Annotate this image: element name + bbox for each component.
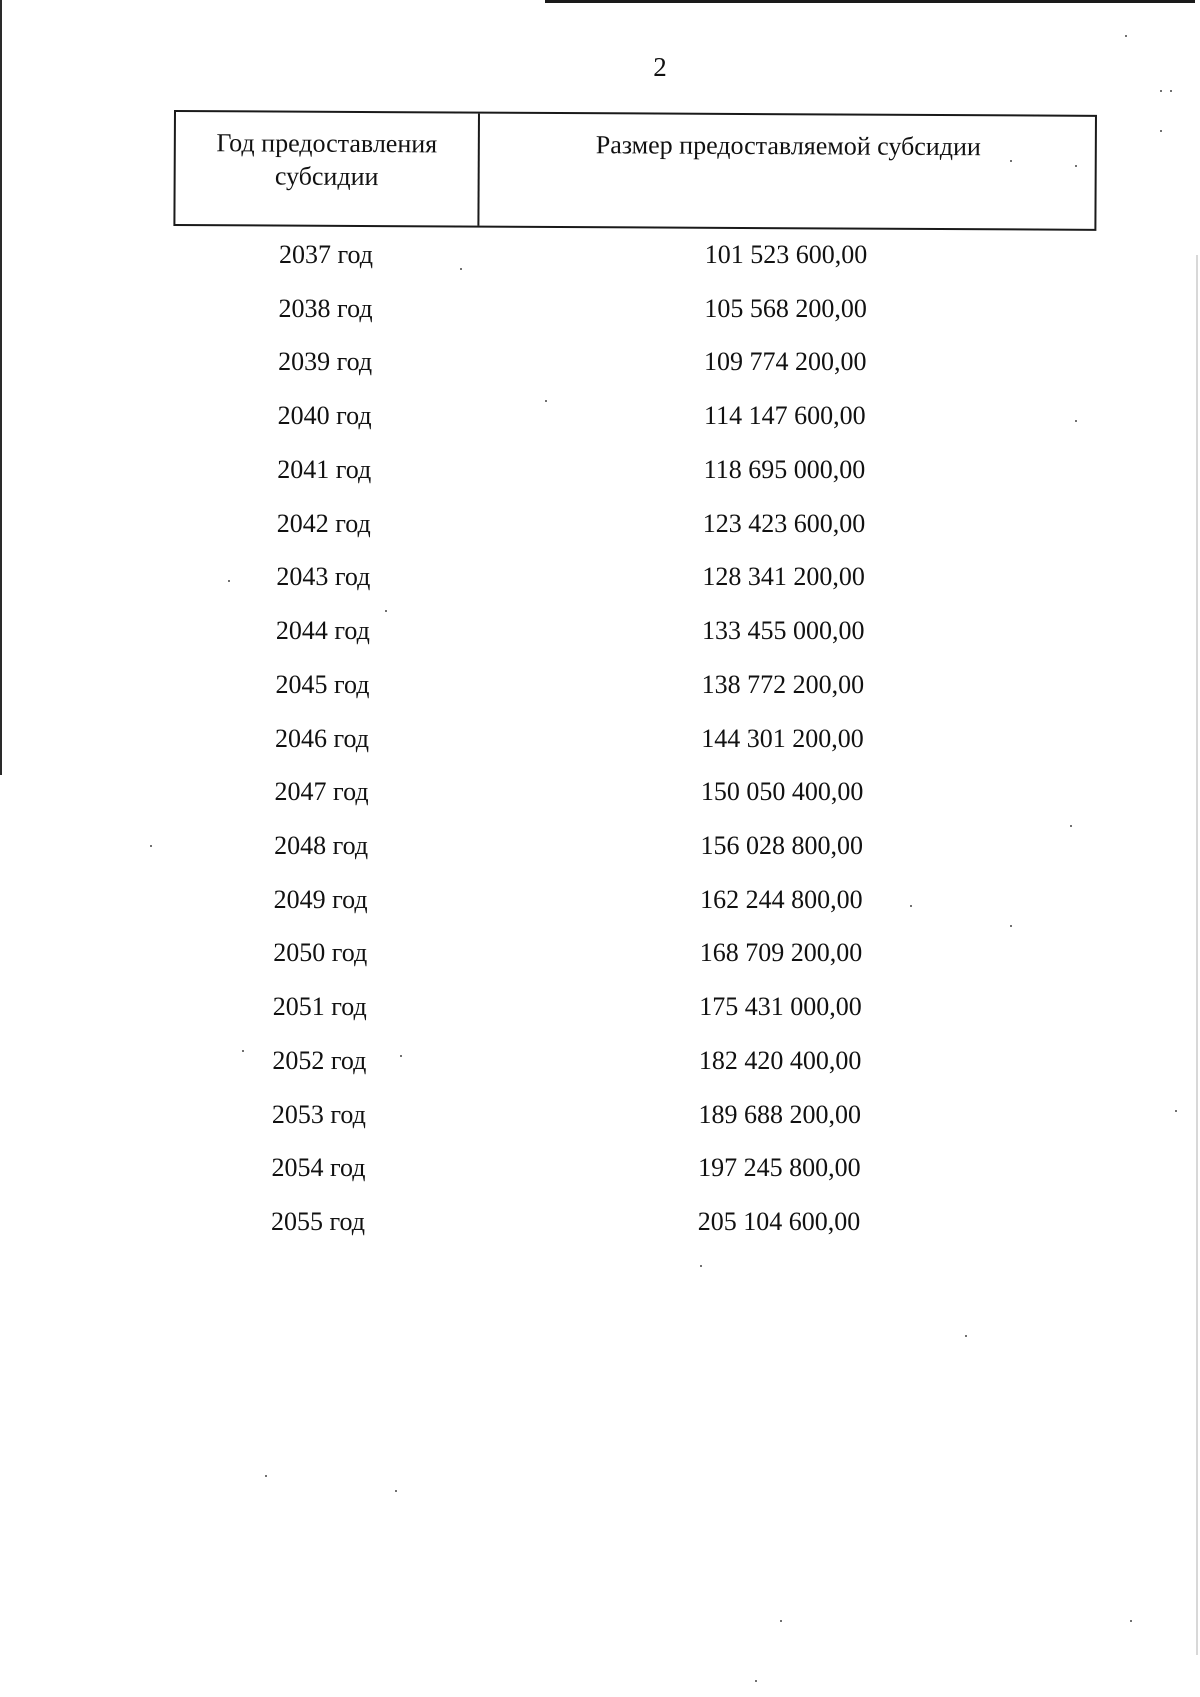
row-amount: 109 774 200,00: [703, 347, 867, 377]
row-amount: 156 028 800,00: [700, 830, 863, 860]
row-year: 2055 год: [271, 1207, 365, 1236]
row-amount: 138 772 200,00: [701, 669, 865, 699]
table-row: [0, 560, 1200, 594]
table-row: [0, 883, 1200, 917]
table-row: [0, 453, 1200, 487]
row-amount: 105 568 200,00: [704, 293, 867, 323]
row-year: 2049 год: [273, 884, 368, 914]
scan-speck: [242, 1050, 244, 1052]
row-amount: 189 688 200,00: [698, 1099, 862, 1129]
scan-speck: [1075, 165, 1077, 167]
table-row: [0, 1205, 1200, 1239]
scan-speck: [1070, 825, 1072, 827]
scan-speck: [1010, 925, 1012, 927]
header-year: Год предоставления субсидии: [216, 128, 438, 192]
scan-speck: [780, 1620, 782, 1622]
row-amount: 128 341 200,00: [702, 562, 865, 592]
table-row: [0, 1151, 1200, 1185]
row-amount: 114 147 600,00: [704, 401, 866, 431]
scan-speck: [228, 580, 230, 582]
scan-speck: [1170, 90, 1172, 92]
table-row: [0, 238, 1200, 272]
scan-speck: [910, 905, 912, 907]
table-row: [0, 614, 1200, 648]
row-year: 2038 год: [278, 293, 373, 323]
row-year: 2053 год: [271, 1099, 366, 1129]
row-year: 2039 год: [278, 347, 373, 377]
row-year: 2047 год: [274, 777, 369, 807]
row-amount: 182 420 400,00: [698, 1045, 862, 1075]
table-row: [0, 1098, 1200, 1132]
row-amount: 118 695 000,00: [703, 454, 866, 484]
row-year: 2048 год: [274, 830, 369, 860]
table-row: [0, 345, 1200, 379]
row-amount: 150 050 400,00: [700, 777, 864, 807]
table-row: [0, 936, 1200, 970]
scan-speck: [1130, 1620, 1132, 1622]
row-year: 2050 год: [273, 938, 368, 968]
row-year: 2041 год: [277, 454, 372, 484]
scan-speck: [1160, 130, 1162, 132]
row-amount: 162 244 800,00: [700, 884, 863, 914]
row-amount: 205 104 600,00: [697, 1207, 861, 1236]
scan-speck: [1010, 160, 1012, 162]
scan-speck: [755, 1680, 757, 1682]
row-year: 2052 год: [272, 1045, 367, 1075]
scan-speck: [150, 845, 152, 847]
scan-speck: [385, 610, 387, 612]
row-amount: 144 301 200,00: [701, 723, 864, 753]
table-row: [0, 990, 1200, 1024]
table-row: [0, 829, 1200, 863]
scan-speck: [545, 400, 547, 402]
table-row: [0, 399, 1200, 433]
row-year: 2040 год: [277, 401, 372, 431]
scan-speck: [400, 1055, 402, 1057]
scan-speck: [1075, 420, 1077, 422]
row-year: 2054 год: [271, 1153, 366, 1183]
scan-speck: [460, 268, 462, 270]
row-year: 2037 год: [279, 240, 373, 269]
header-amount: Размер предоставляемой субсидии: [595, 130, 981, 162]
scan-speck: [265, 1475, 267, 1477]
row-year: 2044 год: [275, 616, 370, 646]
table-row: [0, 722, 1200, 756]
table-row: [0, 668, 1200, 702]
row-year: 2046 год: [275, 723, 369, 753]
row-amount: 175 431 000,00: [699, 992, 862, 1022]
row-amount: 197 245 800,00: [698, 1153, 861, 1183]
scan-speck: [395, 1490, 397, 1492]
table-row: [0, 292, 1200, 326]
table-row: [0, 507, 1200, 541]
row-amount: 123 423 600,00: [702, 508, 866, 538]
row-amount: 133 455 000,00: [702, 616, 865, 646]
scan-speck: [1175, 1110, 1177, 1112]
page-number: 2: [653, 52, 667, 82]
table-row: [0, 1044, 1200, 1078]
row-amount: 168 709 200,00: [699, 938, 863, 968]
row-year: 2043 год: [276, 562, 371, 592]
scan-speck: [1160, 90, 1162, 92]
scan-speck: [965, 1335, 967, 1337]
row-year: 2042 год: [276, 508, 371, 538]
row-amount: 101 523 600,00: [704, 240, 868, 269]
scan-speck: [700, 1265, 702, 1267]
row-year: 2051 год: [272, 992, 367, 1022]
row-year: 2045 год: [275, 669, 370, 699]
scan-speck: [1125, 35, 1127, 37]
table-row: [0, 775, 1200, 809]
